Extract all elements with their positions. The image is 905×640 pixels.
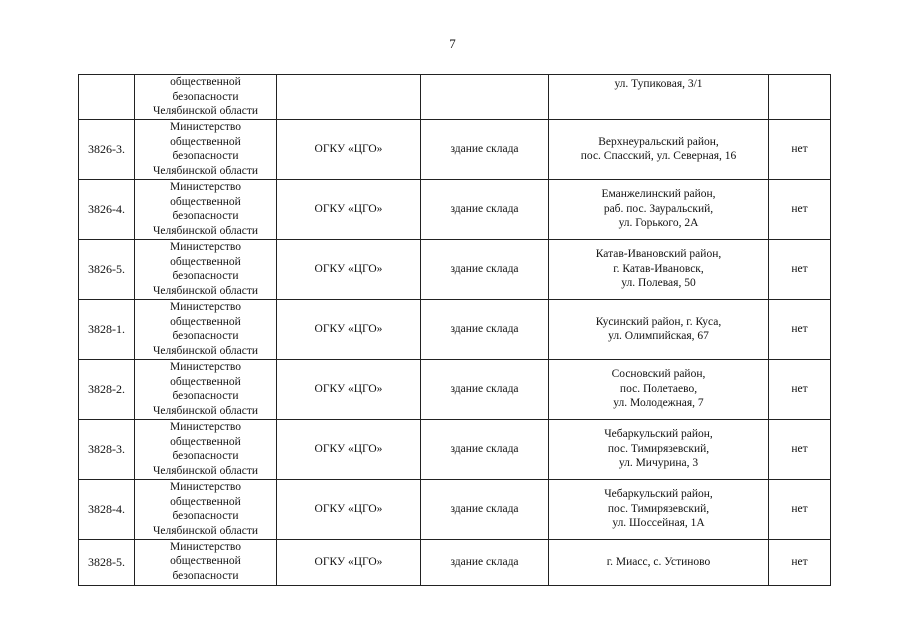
registry-number-cell: 3826-4.	[79, 179, 135, 239]
organization-cell: ОГКУ «ЦГО»	[277, 179, 421, 239]
flag-cell: нет	[769, 119, 831, 179]
registry-number-cell: 3828-4.	[79, 479, 135, 539]
address-line: пос. Полетаево,	[619, 382, 698, 395]
address-line: ул. Горького, 2А	[618, 217, 699, 230]
address-line: Сосновский район,	[611, 368, 706, 381]
owner-line: Министерство	[170, 421, 241, 433]
registry-number-cell: 3828-1.	[79, 299, 135, 359]
owner-line: безопасности	[172, 150, 239, 162]
organization-cell: ОГКУ «ЦГО»	[277, 239, 421, 299]
address-line: г. Катав-Ивановск,	[613, 262, 704, 275]
address-cell	[549, 75, 769, 120]
address-cell	[549, 539, 769, 585]
owner-line: Министерство	[170, 361, 241, 373]
owner-line: безопасности	[172, 450, 239, 462]
table-row	[79, 75, 831, 120]
owner-cell	[135, 359, 277, 419]
organization-cell: ОГКУ «ЦГО»	[277, 359, 421, 419]
address-line: пос. Спасский, ул. Северная, 16	[580, 150, 737, 162]
object-type-cell: здание склада	[421, 179, 549, 239]
owner-line: общественной	[170, 495, 241, 508]
page-number: 7	[449, 36, 456, 51]
owner-line: Челябинской области	[152, 105, 259, 117]
owner-line: общественной	[170, 135, 241, 148]
address-line: Чебаркульский район,	[604, 428, 713, 441]
address-line: Катав-Ивановский район,	[595, 248, 722, 261]
address-cell	[549, 119, 769, 179]
flag-cell: нет	[769, 419, 831, 479]
object-type-cell: здание склада	[421, 359, 549, 419]
registry-number-cell: 3826-5.	[79, 239, 135, 299]
organization-cell	[277, 75, 421, 120]
owner-line: Челябинской области	[152, 224, 259, 237]
organization-cell: ОГКУ «ЦГО»	[277, 299, 421, 359]
flag-cell: нет	[769, 479, 831, 539]
owner-line: безопасности	[172, 390, 239, 402]
address-line: ул. Мичурина, 3	[618, 457, 699, 470]
owner-line: безопасности	[172, 569, 239, 582]
address-cell	[549, 299, 769, 359]
registry-number-cell: 3828-2.	[79, 359, 135, 419]
owner-line: общественной	[170, 375, 241, 388]
table-row	[79, 419, 831, 479]
property-table	[78, 74, 831, 586]
organization-cell: ОГКУ «ЦГО»	[277, 539, 421, 585]
object-type-cell: здание склада	[421, 119, 549, 179]
owner-line: Министерство	[170, 241, 241, 253]
flag-cell: нет	[769, 359, 831, 419]
table-row	[79, 119, 831, 179]
address-cell	[549, 179, 769, 239]
registry-number-cell: 3828-5.	[79, 539, 135, 585]
organization-cell: ОГКУ «ЦГО»	[277, 119, 421, 179]
address-line: Кусинский район, г. Куса,	[595, 315, 722, 328]
flag-cell: нет	[769, 539, 831, 585]
owner-line: безопасности	[172, 90, 239, 103]
address-cell	[549, 419, 769, 479]
address-line: раб. пос. Зауральский,	[603, 202, 714, 215]
address-line: ул. Молодежная, 7	[613, 397, 704, 410]
flag-cell: нет	[769, 299, 831, 359]
owner-line: общественной	[170, 255, 241, 268]
owner-line: безопасности	[172, 210, 239, 222]
owner-line: общественной	[170, 195, 241, 208]
table-row	[79, 359, 831, 419]
table-body	[79, 75, 831, 586]
owner-line: Министерство	[170, 181, 241, 193]
owner-line: Челябинской области	[152, 284, 259, 297]
address-line: пос. Тимирязевский,	[607, 442, 710, 455]
registry-number-cell: 3828-3.	[79, 419, 135, 479]
owner-cell	[135, 75, 277, 120]
object-type-cell: здание склада	[421, 419, 549, 479]
address-line: пос. Тимирязевский,	[607, 502, 710, 515]
owner-line: Министерство	[170, 481, 241, 493]
flag-cell: нет	[769, 179, 831, 239]
address-line: ул. Тупиковая, 3/1	[614, 78, 703, 90]
address-cell	[549, 479, 769, 539]
table-row	[79, 539, 831, 585]
address-line: ул. Олимпийская, 67	[608, 330, 709, 342]
organization-cell: ОГКУ «ЦГО»	[277, 479, 421, 539]
owner-cell	[135, 539, 277, 585]
object-type-cell: здание склада	[421, 299, 549, 359]
owner-line: общественной	[170, 76, 241, 88]
owner-line: Челябинской области	[152, 524, 259, 537]
owner-cell	[135, 419, 277, 479]
address-cell	[549, 239, 769, 299]
owner-line: Челябинской области	[152, 344, 259, 357]
organization-cell: ОГКУ «ЦГО»	[277, 419, 421, 479]
owner-line: Министерство	[170, 540, 241, 553]
owner-line: безопасности	[172, 510, 239, 522]
object-type-cell: здание склада	[421, 239, 549, 299]
address-line: ул. Шоссейная, 1А	[612, 517, 705, 530]
owner-line: Министерство	[170, 301, 241, 313]
address-line: Верхнеуральский район,	[598, 135, 719, 148]
flag-cell: нет	[769, 239, 831, 299]
address-line: Чебаркульский район,	[604, 488, 713, 501]
table-row	[79, 479, 831, 539]
registry-number-cell: 3826-3.	[79, 119, 135, 179]
object-type-cell: здание склада	[421, 479, 549, 539]
table-row	[79, 179, 831, 239]
object-type-cell: здание склада	[421, 539, 549, 585]
owner-line: общественной	[170, 555, 241, 567]
address-line: г. Миасс, с. Устиново	[606, 555, 711, 568]
owner-line: Челябинской области	[152, 464, 259, 477]
owner-line: общественной	[170, 435, 241, 448]
owner-cell	[135, 239, 277, 299]
flag-cell	[769, 75, 831, 120]
address-line: ул. Полевая, 50	[621, 277, 696, 290]
owner-cell	[135, 299, 277, 359]
owner-line: безопасности	[172, 270, 239, 282]
owner-line: Челябинской области	[152, 404, 259, 417]
owner-line: Министерство	[170, 121, 241, 133]
owner-cell	[135, 179, 277, 239]
owner-line: общественной	[170, 315, 241, 328]
owner-line: безопасности	[172, 330, 239, 342]
table-row	[79, 239, 831, 299]
owner-line: Челябинской области	[152, 164, 259, 177]
table-row	[79, 299, 831, 359]
address-cell	[549, 359, 769, 419]
object-type-cell	[421, 75, 549, 120]
owner-cell	[135, 119, 277, 179]
owner-cell	[135, 479, 277, 539]
registry-number-cell	[79, 75, 135, 120]
address-line: Еманжелинский район,	[601, 188, 716, 201]
